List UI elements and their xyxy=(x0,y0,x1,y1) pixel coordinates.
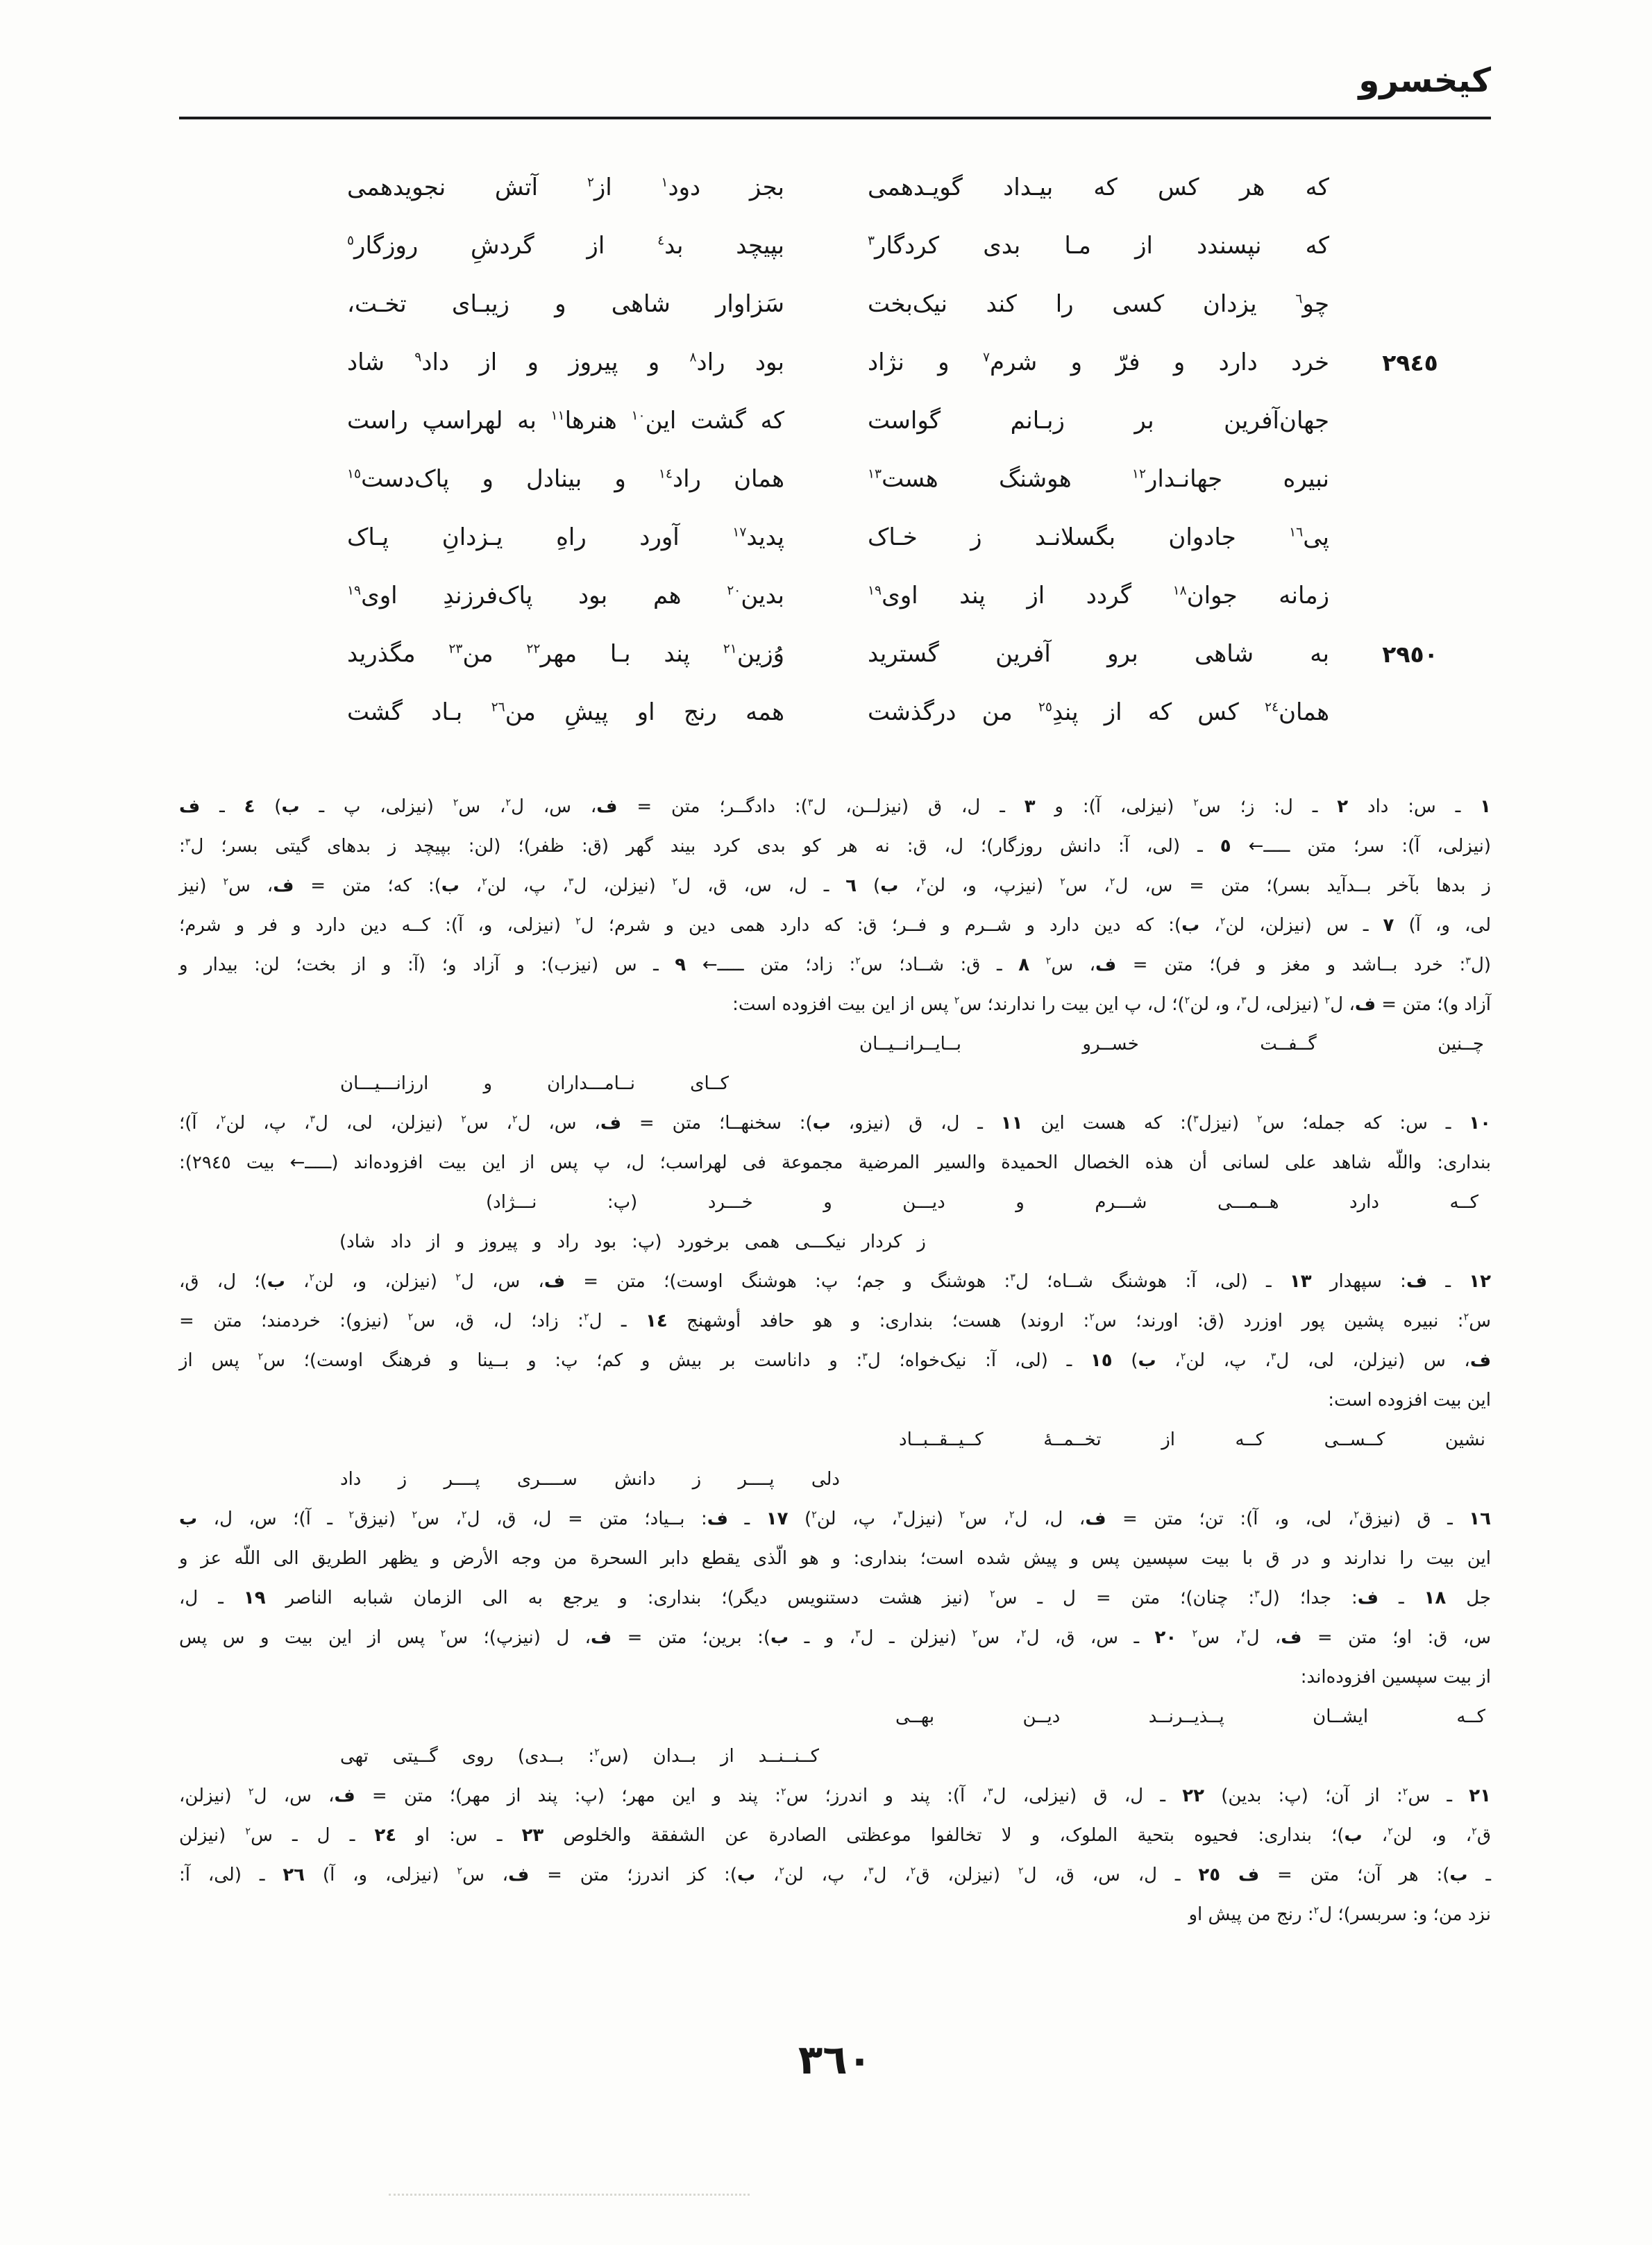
verse-row xyxy=(179,566,1491,625)
hemistich-right: زمانه جوان$^{١٨}$ گردد از پند اوی$^{١٩}$ xyxy=(868,582,1329,609)
hemistich-right: که نپسندد از مـا بدی کردگار$^٣$ xyxy=(868,232,1329,260)
hemistich-left: همه رنج او پیشِ من$^{٢٦}$ بـاد گشت xyxy=(347,698,784,726)
apparatus-line: ١٦ ـ ق (نیزق$^٢$، لی، و، آ): تن؛ متن = ف، ل، ل$^٢$، س$^٢$ (نیزل$^٣$، پ، لن$^٢$) ١٧ ـ ف: بــیاد؛ متن = ل، ق، ل$^٢$، س$^٢$ (نیزق$^٢$ ـ آ)؛ س، ل، ب xyxy=(179,1508,1492,1529)
apparatus-line: نزد من؛ و: سربسر)؛ ل$^٢$: رنج من پیش او xyxy=(1188,1904,1491,1925)
verse-row xyxy=(179,392,1491,450)
page-number: ٣٦٠ xyxy=(798,2036,873,2083)
header-rule xyxy=(179,117,1491,119)
hemistich-left: بجز دود$^١$ از$^٢$ آتش نجویدهمی xyxy=(347,174,784,201)
apparatus-line: بنداری: واللّه شاهد علی لسانی أن هذه الخصال الحمیدة والسیر المرضیة مجموعة فی لهراسب؛ ل، پ پس از این بیت افزوده‌اند (ـــــ← بیت ٢٩٤٥): xyxy=(179,1152,1491,1173)
quoted-verse-left: کــای نــامـــداران و ارزانـــیـــان xyxy=(340,1073,729,1094)
hemistich-right: پی$^{١٦}$ جادوان بگسلانـد ز خـاک xyxy=(868,523,1329,551)
critical-apparatus xyxy=(179,787,1491,1935)
apparatus-line: ١٠ ـ س: که جمله؛ س$^٢$ (نیزل$^٣$): که هست این ١١ ـ ل، ق (نیزو، ب): سخنهــا؛ متن = ف، س، ل$^٢$، س$^٢$ (نیزلن، لی، ل$^٣$، پ، لن$^٢$، آ)؛ xyxy=(179,1113,1491,1134)
apparatus-line: (ل$^٣$: خرد بــاشد و مغز و فر)؛ متن = ف، س$^٢$ ٨ ـ ق: شــاد؛ س$^٢$: زاد؛ متن ـــــ← ٩ ـ س (نیزب): و آزاد و؛ (آ: و از بخت؛ لن: بیدار و xyxy=(179,955,1491,975)
hemistich-right: جهان‌آفرین بر زبـانم گواست xyxy=(868,407,1329,435)
quoted-verse-right: نشین کــســی کــه از تخــمــهٔ کــیــقــبــاد xyxy=(899,1429,1485,1450)
hemistich-right: به شاهی برو آفرین گسترید xyxy=(868,640,1329,668)
apparatus-line: لی، و، آ) ٧ ـ س (نیزلن، لن$^٢$، ب): که دین دارد و شــرم و فــر؛ ق: که دارد همی دین و شرم؛ ل$^٢$ (نیزلی، و، آ): کــه دین دارد و فر و شرم؛ xyxy=(179,915,1492,936)
hemistich-right: چو$^٦$ یزدان کسی را کند نیک‌بخت xyxy=(868,290,1329,318)
apparatus-line: از بیت سپسین افزوده‌اند: xyxy=(1300,1667,1491,1688)
apparatus-line: جل ١٨ ـ ف: جدا؛ (ل$^٣$: چنان)؛ متن = ل ـ س$^٢$ (نیز هشت دستنویس دیگر)؛ بنداری: و یرجع به الی الزمان شبابه الناصر ١٩ ـ ل، xyxy=(179,1588,1492,1608)
quoted-verse-right: کــه ایشــان پــذیــرنــد دیــن بهــی xyxy=(895,1706,1485,1727)
verse-row xyxy=(179,683,1491,741)
scan-artifact xyxy=(389,2194,750,2196)
quoted-verse-left: کــنــنــد از بــدان (س$^٢$: بــدی) روی گــیتی تهی xyxy=(340,1746,820,1767)
hemistich-right: نبیره جهانـدار$^{١٢}$ هوشنگ هست$^{١٣}$ xyxy=(868,465,1329,493)
apparatus-line: ف، س (نیزلن، لی، ل$^٣$، پ، لن$^٢$، ب) ١٥ ـ (لی، آ: نیک‌خواه؛ ل$^٣$: و داناست بر بیش و کم؛ پ: و بــینا و فرهنگ اوست)؛ س$^٢$ پس از xyxy=(179,1350,1492,1371)
apparatus-line: س، ق: او؛ متن = ف، ل$^٢$، س$^٢$ ٢٠ ـ س، ق، ل$^٢$، س$^٢$ (نیزلن ـ ل$^٣$، و ـ ب): برین؛ متن = ف، ل (نیزپ)؛ س$^٢$ پس از این بیت و س پس xyxy=(179,1627,1492,1648)
hemistich-left: پدید$^{١٧}$ آورد راهِ یـزدانِ پـاک xyxy=(347,523,784,551)
apparatus-line: س$^٢$: نبیره پشین پور اوزرد (ق: اورند؛ س$^٢$: اروند) هست؛ بنداری: و هو حافد أوشهنج ١٤ ـ ل$^٢$: زاد؛ ل، ق، س$^٢$ (نیزو): خردمند؛ متن = xyxy=(179,1311,1491,1331)
apparatus-line: (نیزلی، آ): سر؛ متن ـــــ← ٥ ـ (لی، آ: دانش روزگار)؛ ل، ق: نه هر کو بدی کرد بیند گهر (ق: ظفر)؛ (لن: بپیچد ز بدهای گیتی بسر؛ ل$^٣$: xyxy=(179,836,1491,857)
verse-row xyxy=(179,158,1491,217)
apparatus-line: ز بدها بآخر بــدآید بسر)؛ متن = س، ل$^٢$، س$^٢$ (نیزپ، و، لن$^٢$، ب) ٦ ـ ل، س، ق، ل$^٢$ (نیزلن، ل$^٣$، پ، لن$^٢$، ب): که؛ متن = ف، س$^٢$ (نیز xyxy=(179,875,1491,896)
poem-block xyxy=(179,158,1491,741)
verse-row xyxy=(179,217,1491,275)
hemistich-right: که هر کس که بیـداد گویـدهمی xyxy=(868,174,1329,201)
hemistich-left: سَزاوار شاهی و زیبـای تخـت، xyxy=(347,290,784,318)
hemistich-left: که گشت این$^{١٠}$ هنرها$^{١١}$ به لهراسپ راست xyxy=(347,407,785,435)
apparatus-line: ١٢ ـ ف: سپهدار ١٣ ـ (لی، آ: هوشنگ شــاه؛ ل$^٣$: هوشنگ و جم؛ پ: هوشنگ اوست)؛ متن = ف، س، ل$^٢$ (نیزلن، و، لن$^٢$، ب)؛ ل، ق، xyxy=(179,1271,1491,1292)
quoted-verse-left: دلی پــــر ز دانش ســــری پــــر ز داد xyxy=(340,1469,840,1490)
apparatus-line: ق$^٢$، و، لن$^٢$، ب)؛ بنداری: فحیوه بتحیة الملوک، و لا تخالفوا موعظتی الصادرة عن الشفقة والخلوص ٢٣ ـ س: او ٢٤ ـ ل ـ س$^٢$ (نیزلن xyxy=(179,1825,1492,1846)
hemistich-right: همان$^{٢٤}$ کس که از پندِ$^{٢٥}$ من درگذشت xyxy=(868,698,1329,726)
apparatus-line: آزاد و)؛ متن = ف، ل$^٢$ (نیزلی، ل$^٣$، و، لن$^٢$)؛ ل، پ این بیت را ندارند؛ س$^٢$ پس از این بیت افزوده است: xyxy=(732,994,1491,1015)
apparatus-line: ١ ـ س: داد ٢ ـ ل: ز؛ س$^٢$ (نیزلی، آ): و ٣ ـ ل، ق (نیزلــن، ل$^٣$): دادگــر؛ متن = ف، س، ل$^٢$، س$^٢$ (نیزلی، پ ـ ب) ٤ ـ ف xyxy=(179,796,1491,817)
hemistich-left: همان راد$^{١٤}$ و بینادل و پاک‌دست$^{١٥}$ xyxy=(347,465,784,493)
apparatus-line: این بیت افزوده است: xyxy=(1328,1390,1491,1411)
apparatus-line: ٢١ ـ س$^٢$: از آن؛ (پ: بدین) ٢٢ ـ ل، ق (نیزلی، ل$^٣$، آ): پند و اندرز؛ س$^٢$: پند و این مهر؛ (پ: پند از مهر)؛ متن = ف، س، ل$^٢$ (نیزلن، xyxy=(179,1785,1492,1806)
verse-number: ٢٩٥٠ xyxy=(1382,640,1438,668)
hemistich-left: بپیچد بد$^٤$ از گردشِ روزگار$^٥$ xyxy=(347,232,784,260)
verse-row xyxy=(179,625,1491,683)
hemistich-left: بدین$^{٢٠}$ هم بود پاک‌فرزندِ اوی$^{١٩}$ xyxy=(347,582,784,609)
quoted-verse-right: چــنین گــفــت خســرو بــایــرانــیــان xyxy=(859,1034,1484,1054)
apparatus-line: ـ ب): هر آن؛ متن = ف ٢٥ ـ ل، س، ق، ل$^٢$ (نیزلن، ق$^٢$، ل$^٣$، پ، لن$^٢$، ب): کز اندرز؛ متن = ف، س$^٢$ (نیزلی، و، آ) ٢٦ ـ (لی، آ: xyxy=(179,1865,1491,1885)
apparatus-line: این بیت را ندارند و در ق با بیت سپسین پس و پیش شده است؛ بنداری: و هو الّذی یقطع دابر السحرة من وجه الأرض و یظهر الطریق الی اللّه عز و xyxy=(179,1548,1491,1569)
hemistich-left: وُزین$^{٢١}$ پند بـا مهر$^{٢٢}$ من$^{٢٣}$ مگذرید xyxy=(347,640,785,668)
verse-row xyxy=(179,508,1491,566)
quoted-verse-right: کــه دارد هــمـــی شـــرم و دیـــن و خـــرد (پ: نـــژاد) xyxy=(486,1192,1478,1213)
verse-row xyxy=(179,333,1491,392)
verse-number: ٢٩٤٥ xyxy=(1382,348,1438,376)
hemistich-left: بود راد$^٨$ و پیروز و از داد$^٩$ شاد xyxy=(347,348,785,376)
running-head-title: کیخسرو xyxy=(1358,61,1491,100)
hemistich-right: خرد دارد و فرّ و شرم$^٧$ و نژاد xyxy=(868,348,1329,376)
verse-row xyxy=(179,450,1491,508)
verse-row xyxy=(179,275,1491,333)
quoted-verse-left: ز کردار نیکـــی همی برخورد (پ: بود راد و پیروز و از داد شاد) xyxy=(339,1231,926,1252)
